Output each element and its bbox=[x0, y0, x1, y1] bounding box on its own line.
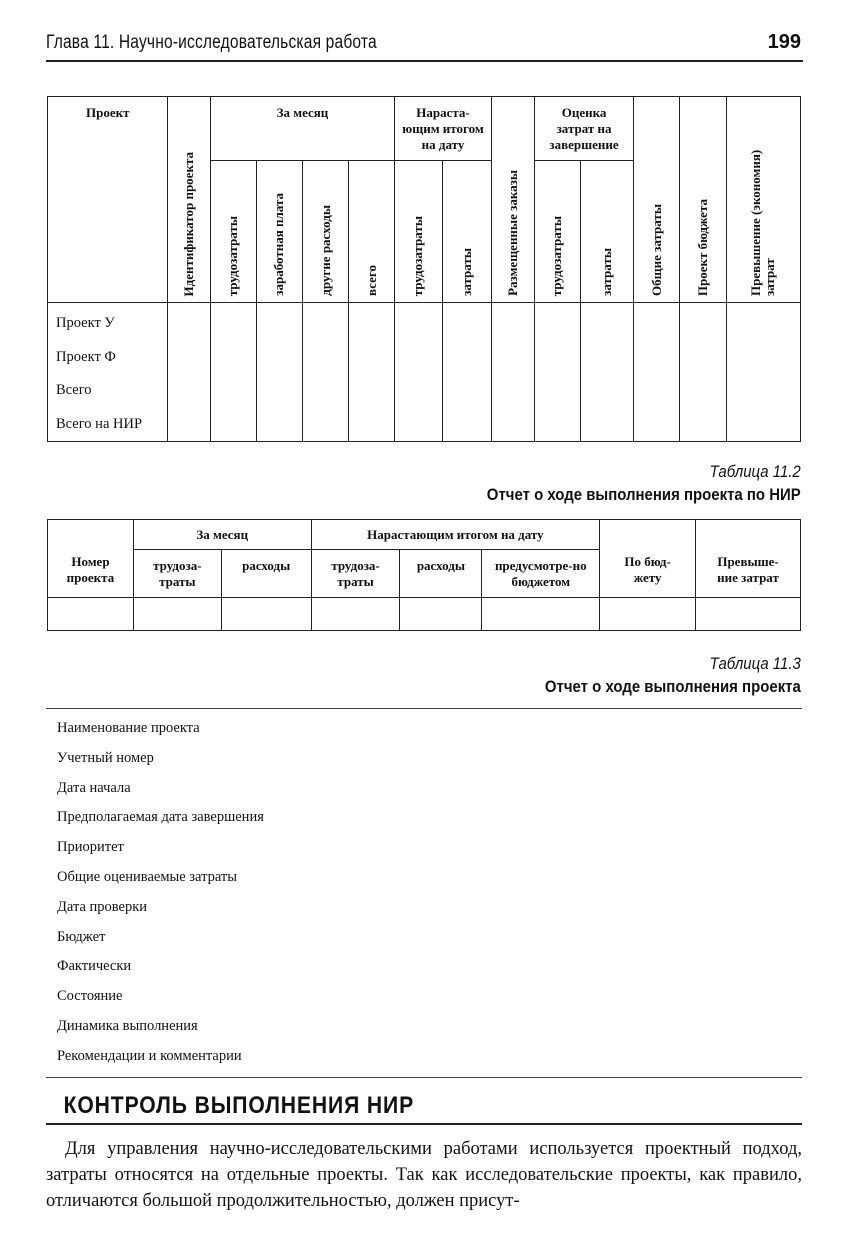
list-item: Учетный номер bbox=[57, 749, 154, 766]
overrun-header: Превышение (экономия) затрат bbox=[726, 97, 800, 303]
t2-budget-header: По бюд-жету bbox=[600, 520, 696, 598]
row-label: Всего на НИР bbox=[56, 415, 143, 432]
empty-cell bbox=[726, 303, 800, 442]
t2-cum-col-expenses: расходы bbox=[400, 550, 482, 598]
empty-cell bbox=[395, 303, 442, 442]
row-labels bbox=[48, 303, 168, 442]
table2-caption bbox=[444, 462, 801, 505]
row-label: Проект У bbox=[56, 315, 115, 331]
month-col-other: другие расходы bbox=[302, 161, 348, 303]
table3-caption bbox=[510, 654, 801, 697]
t2-month-col-labor: трудоза-траты bbox=[133, 550, 221, 598]
orders-header: Размещенные заказы bbox=[491, 97, 534, 303]
page-header bbox=[46, 30, 803, 62]
month-col-labor: трудозатраты bbox=[210, 161, 256, 303]
t2-cumulative-header: Нарастающим итогом на дату bbox=[311, 520, 600, 550]
row-label: Всего bbox=[56, 382, 92, 398]
month-header: За месяц bbox=[210, 97, 395, 161]
t2-month-header: За месяц bbox=[133, 520, 311, 550]
empty-cell bbox=[400, 598, 482, 631]
list-item: Фактически bbox=[57, 958, 132, 975]
list-item: Предполагаемая дата завершения bbox=[57, 809, 264, 826]
list-item: Дата начала bbox=[57, 779, 131, 796]
month-col-total: всего bbox=[349, 161, 395, 303]
page-number: 199 bbox=[767, 31, 801, 53]
empty-cell bbox=[634, 303, 680, 442]
estimate-header: Оценка затрат на завершение bbox=[534, 97, 633, 161]
budget-header: Проект бюджета bbox=[680, 97, 726, 303]
empty-cell bbox=[210, 303, 256, 442]
empty-cell bbox=[168, 303, 210, 442]
empty-cell bbox=[696, 598, 801, 631]
month-col-salary: заработная плата bbox=[256, 161, 302, 303]
nir-progress-table bbox=[47, 519, 801, 631]
total-costs-header: Общие затраты bbox=[634, 97, 680, 303]
t2-overrun-header: Превыше-ние затрат bbox=[696, 520, 801, 598]
empty-cell bbox=[442, 303, 491, 442]
empty-cell bbox=[491, 303, 534, 442]
body-paragraph: Для управления научно-исследовательскими работами используется проектный подход, затраты относятся на отдельные проекты. Так как исследовательские проекты, как правило, отличаются большой продолжительностью, должен присут- bbox=[46, 1139, 802, 1211]
empty-cell bbox=[482, 598, 600, 631]
t2-cum-col-budgeted: предусмотре-но бюджетом bbox=[482, 550, 600, 598]
id-header: Идентификатор проекта bbox=[168, 97, 210, 303]
list-item: Приоритет bbox=[57, 839, 124, 856]
row-label: Проект Ф bbox=[56, 348, 116, 365]
empty-cell bbox=[133, 598, 221, 631]
project-header: Проект bbox=[48, 97, 168, 303]
empty-cell bbox=[256, 303, 302, 442]
empty-cell bbox=[581, 303, 634, 442]
empty-cell bbox=[680, 303, 726, 442]
list-item: Бюджет bbox=[57, 928, 106, 945]
empty-cell bbox=[302, 303, 348, 442]
t2-month-col-expenses: расходы bbox=[221, 550, 311, 598]
project-progress-list bbox=[46, 708, 802, 1078]
cumulative-col-labor: трудозатраты bbox=[395, 161, 442, 303]
empty-cell bbox=[48, 598, 134, 631]
table2-caption-title: Отчет о ходе выполнения проекта по НИР bbox=[487, 485, 801, 504]
empty-cell bbox=[221, 598, 311, 631]
project-cost-table bbox=[47, 96, 801, 442]
section-heading-text: КОНТРОЛЬ ВЫПОЛНЕНИЯ НИР bbox=[63, 1092, 415, 1119]
table3-caption-number: Таблица 11.3 bbox=[709, 654, 801, 673]
cumulative-col-costs: затраты bbox=[442, 161, 491, 303]
list-item: Состояние bbox=[57, 988, 123, 1005]
list-item: Наименование проекта bbox=[57, 720, 200, 736]
number-header: Номер проекта bbox=[48, 520, 134, 598]
table2-caption-number: Таблица 11.2 bbox=[709, 462, 801, 481]
empty-cell bbox=[600, 598, 696, 631]
list-item: Дата проверки bbox=[57, 898, 148, 915]
cumulative-header: Нараста-ющим итогом на дату bbox=[395, 97, 491, 161]
empty-cell bbox=[349, 303, 395, 442]
empty-cell bbox=[534, 303, 580, 442]
t2-cum-col-labor: трудоза-траты bbox=[311, 550, 400, 598]
section-heading bbox=[46, 1092, 802, 1125]
chapter-title: Глава 11. Научно-исследовательская работа bbox=[46, 32, 377, 53]
table3-caption-title: Отчет о ходе выполнения проекта bbox=[545, 677, 801, 696]
list-item: Общие оцениваемые затраты bbox=[57, 868, 237, 885]
empty-cell bbox=[311, 598, 400, 631]
list-item: Динамика выполнения bbox=[57, 1017, 198, 1034]
list-item: Рекомендации и комментарии bbox=[57, 1047, 242, 1064]
estimate-col-labor: трудозатраты bbox=[534, 161, 580, 303]
estimate-col-costs: затраты bbox=[581, 161, 634, 303]
